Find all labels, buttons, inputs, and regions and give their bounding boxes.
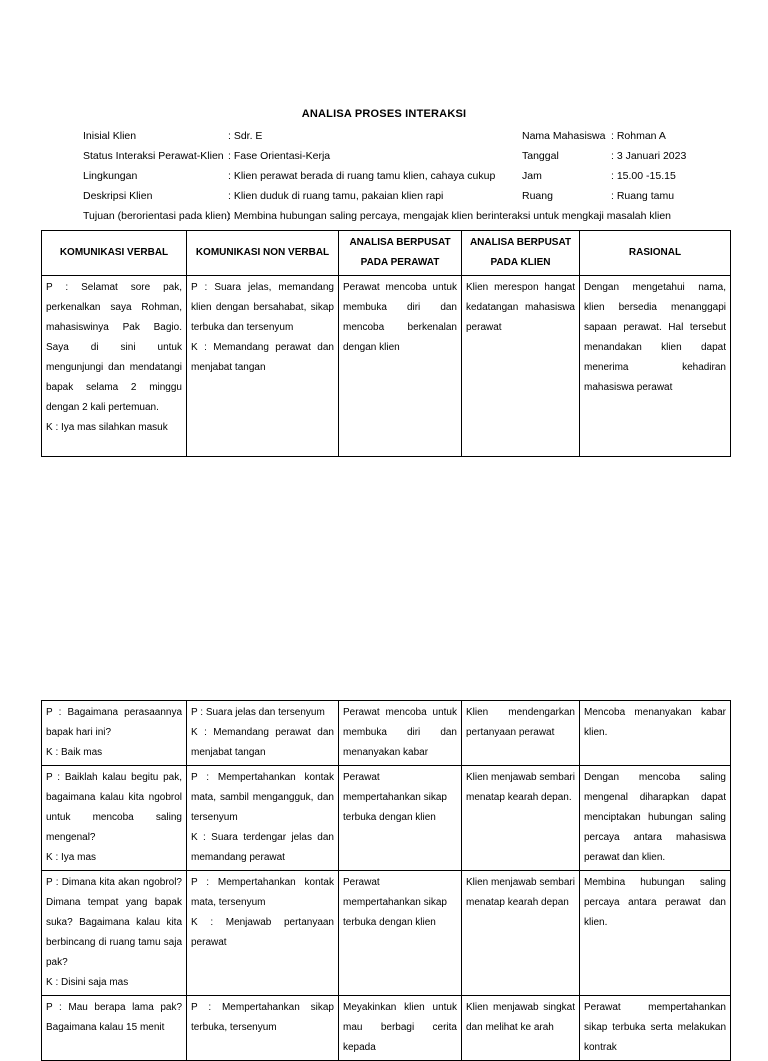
cell-verbal: [42, 276, 187, 457]
table-row: [42, 276, 731, 457]
cell-nonverbal: [187, 996, 339, 1061]
cell-analisa-perawat: Meyakinkan klien untuk mau berbagi cerita kepada: [339, 996, 462, 1061]
table-row: [42, 996, 731, 1061]
cell-rasional: Perawat mempertahankan sikap terbuka serta melakukan kontrak: [580, 996, 731, 1061]
verbal-perawat: P : Baiklah kalau begitu pak, bagaimana kalau kita ngobrol untuk mencoba saling mengenal?: [46, 772, 182, 843]
nonverbal-klien: K : Memandang perawat dan menjabat tangan: [191, 727, 334, 758]
cell-analisa-klien: Klien merespon hangat kedatangan mahasiswa perawat: [462, 276, 580, 457]
nonverbal-klien: K : Memandang perawat dan menjabat tangan: [191, 342, 334, 373]
info-label: Tanggal: [522, 150, 559, 162]
interaction-table-1: [41, 230, 731, 457]
verbal-perawat: P : Mau berapa lama pak? Bagaimana kalau 15 menit: [46, 1002, 182, 1033]
cell-analisa-perawat: Perawat mempertahankan sikap terbuka dengan klien: [339, 871, 462, 996]
info-label: Inisial Klien: [83, 130, 137, 142]
nonverbal-perawat: P : Suara jelas dan tersenyum: [191, 707, 325, 718]
nonverbal-perawat: P : Suara jelas, memandang klien dengan bersahabat, sikap terbuka dan tersenyum: [191, 282, 334, 333]
header-row: [42, 231, 731, 276]
cell-rasional: Dengan mengetahui nama, klien bersedia menanggapi sapaan perawat. Hal tersebut menandakan klien dapat menerima kehadiran mahasiswa perawat: [580, 276, 731, 457]
info-value: : Rohman A: [611, 130, 666, 142]
info-value: : Fase Orientasi-Kerja: [228, 150, 331, 162]
info-value: : 3 Januari 2023: [611, 150, 687, 162]
verbal-klien: K : Iya mas silahkan masuk: [46, 422, 168, 433]
cell-nonverbal: [187, 871, 339, 996]
cell-analisa-klien: Klien menjawab sembari menatap kearah depan: [462, 871, 580, 996]
nonverbal-perawat: P : Mempertahankan kontak mata, tersenyum: [191, 877, 334, 908]
interaction-table-2: [41, 700, 731, 1061]
header-analisa-perawat: ANALISA BERPUSAT PADA PERAWAT: [339, 231, 462, 276]
cell-analisa-klien: Klien menjawab sembari menatap kearah depan.: [462, 766, 580, 871]
document-title: ANALISA PROSES INTERAKSI: [301, 108, 467, 120]
nonverbal-klien: K : Suara terdengar jelas dan memandang perawat: [191, 832, 334, 863]
info-value: : Sdr. E: [228, 130, 263, 142]
nonverbal-klien: K : Menjawab pertanyaan perawat: [191, 917, 334, 948]
verbal-klien: K : Baik mas: [46, 747, 103, 758]
table-row: [42, 701, 731, 766]
info-label: Nama Mahasiswa: [522, 130, 606, 142]
info-value: : Klien perawat berada di ruang tamu klien, cahaya cukup: [228, 170, 496, 182]
verbal-perawat: P : Bagaimana perasaannya bapak hari ini?: [46, 707, 182, 738]
table-row: [42, 871, 731, 996]
verbal-klien: K : Disini saja mas: [46, 977, 129, 988]
info-label: Ruang: [522, 190, 553, 202]
verbal-klien: K : Iya mas: [46, 852, 97, 863]
info-label: Status Interaksi Perawat-Klien: [83, 150, 224, 162]
cell-verbal: [42, 871, 187, 996]
cell-verbal: [42, 701, 187, 766]
nonverbal-perawat: P : Mempertahankan sikap terbuka, tersenyum: [191, 1002, 334, 1033]
cell-verbal: [42, 996, 187, 1061]
info-label: Lingkungan: [83, 170, 138, 182]
cell-nonverbal: [187, 276, 339, 457]
cell-analisa-perawat: Perawat mempertahankan sikap terbuka dengan klien: [339, 766, 462, 871]
info-value: : Ruang tamu: [611, 190, 675, 202]
info-label: Tujuan (berorientasi pada klien): [83, 210, 231, 222]
cell-rasional: Membina hubungan saling percaya antara perawat dan klien.: [580, 871, 731, 996]
cell-analisa-perawat: Perawat mencoba untuk membuka diri dan menanyakan kabar: [339, 701, 462, 766]
header-verbal: KOMUNIKASI VERBAL: [42, 231, 187, 276]
info-label: Jam: [522, 170, 542, 182]
header-nonverbal: KOMUNIKASI NON VERBAL: [187, 231, 339, 276]
info-value: : Membina hubungan saling percaya, mengajak klien berinteraksi untuk mengkaji masalah klien: [228, 210, 671, 222]
cell-verbal: [42, 766, 187, 871]
cell-nonverbal: [187, 701, 339, 766]
cell-analisa-perawat: Perawat mencoba untuk membuka diri dan mencoba berkenalan dengan klien: [339, 276, 462, 457]
info-value: : Klien duduk di ruang tamu, pakaian klien rapi: [228, 190, 444, 202]
verbal-perawat: P : Dimana kita akan ngobrol? Dimana tempat yang bapak suka? Bagaimana kalau kita berbincang di ruang tamu saja pak?: [46, 877, 182, 968]
cell-nonverbal: [187, 766, 339, 871]
header-analisa-klien: ANALISA BERPUSAT PADA KLIEN: [462, 231, 580, 276]
header-rasional: RASIONAL: [580, 231, 731, 276]
table-row: [42, 766, 731, 871]
cell-rasional: Mencoba menanyakan kabar klien.: [580, 701, 731, 766]
cell-analisa-klien: Klien mendengarkan pertanyaan perawat: [462, 701, 580, 766]
verbal-perawat: P : Selamat sore pak, perkenalkan saya Rohman, mahasiswinya Pak Bagio. Saya di sini untuk mengunjungi dan mendatangi bapak selama 2 minggu dengan 2 kali pertemuan.: [46, 282, 182, 413]
cell-analisa-klien: Klien menjawab singkat dan melihat ke arah: [462, 996, 580, 1061]
nonverbal-perawat: P : Mempertahankan kontak mata, sambil mengangguk, dan tersenyum: [191, 772, 334, 823]
info-label: Deskripsi Klien: [83, 190, 153, 202]
info-value: : 15.00 -15.15: [611, 170, 676, 182]
cell-rasional: Dengan mencoba saling mengenal diharapkan dapat menciptakan hubungan saling percaya antara mahasiswa perawat dan klien.: [580, 766, 731, 871]
